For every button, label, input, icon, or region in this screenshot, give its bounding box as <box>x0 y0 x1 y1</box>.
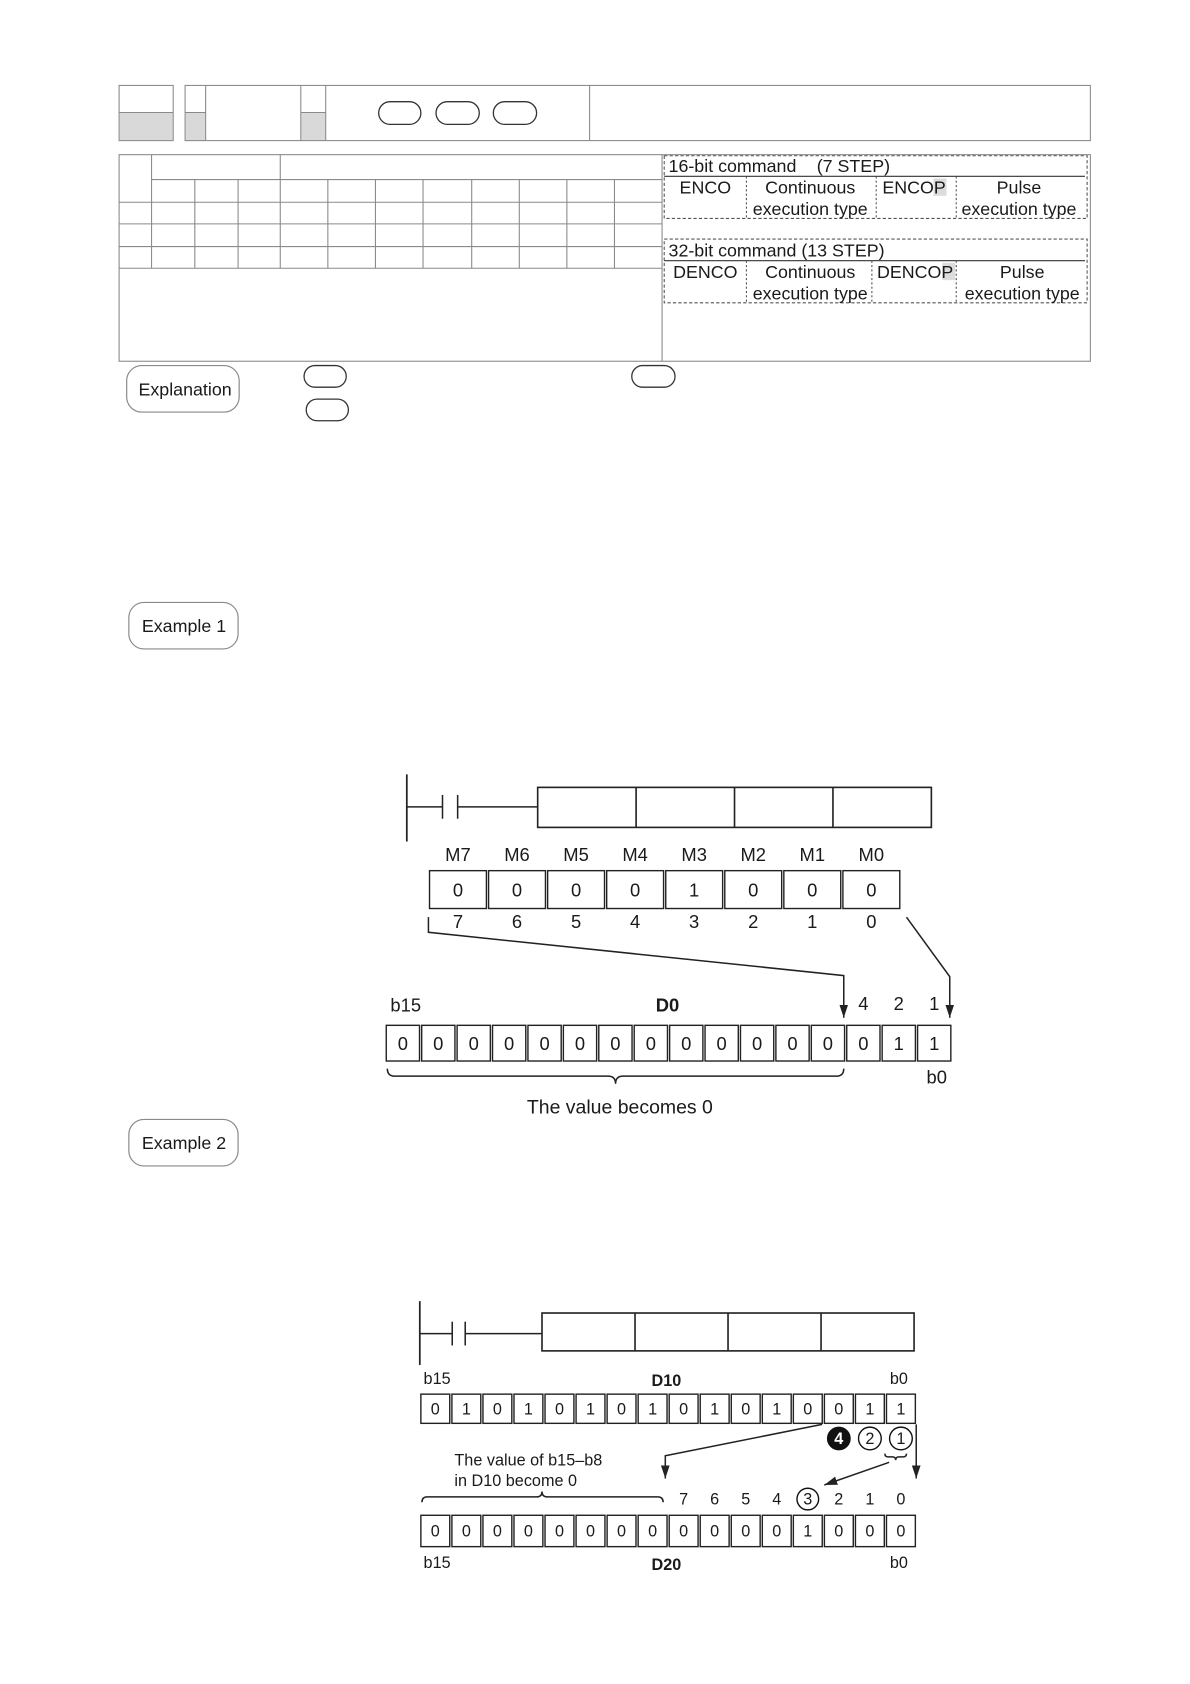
d20-bit-value: 0 <box>430 1522 440 1541</box>
d10-bit-value: 0 <box>430 1400 440 1419</box>
d0-bit-value: 1 <box>893 1033 904 1055</box>
d20-bit-value: 0 <box>710 1522 720 1541</box>
brace <box>387 1069 843 1084</box>
cmd32-block <box>664 239 1087 304</box>
cmd16-steps: (7 STEP) <box>816 155 891 176</box>
m-bit-value: 1 <box>689 879 700 901</box>
m-bit-value: 0 <box>748 879 759 901</box>
dest-register-label: D20 <box>651 1556 682 1575</box>
instruction-header <box>119 85 1090 140</box>
operand-oval <box>493 102 536 125</box>
operand-oval <box>379 102 421 125</box>
d20-bit-value: 0 <box>648 1522 658 1541</box>
d20-bit-value: 0 <box>585 1522 596 1541</box>
bit-position-label: 6 <box>511 910 523 932</box>
d0-bit-value: 1 <box>929 1033 940 1055</box>
d20-bit-value: 1 <box>803 1522 813 1541</box>
source-lsb-label: b0 <box>889 1369 908 1388</box>
d10-bit-value: 0 <box>834 1400 844 1419</box>
m-device-labels <box>445 844 884 865</box>
example2-note: The value of b15–b8 <box>454 1451 603 1470</box>
cmd32-pulse-mnemonic: DENCOP <box>877 261 954 282</box>
d0-bit-value: 0 <box>610 1033 621 1055</box>
d0-bit-value: 0 <box>539 1033 550 1055</box>
d10-bit-value: 1 <box>461 1400 471 1419</box>
bit-weight-label: 4 <box>858 993 869 1015</box>
example1-label: Example 1 <box>141 616 227 637</box>
ladder-diagram-2 <box>420 1301 914 1365</box>
operand-oval <box>304 366 346 388</box>
d0-bit-value: 0 <box>433 1033 444 1055</box>
cmd32-pulse-label: Pulse <box>999 261 1045 282</box>
bit-position-label: 3 <box>689 910 700 932</box>
cmd16-pulse-mnemonic: ENCOP <box>882 177 946 198</box>
d20-bit-value: 0 <box>772 1522 782 1541</box>
d0-bit-value: 0 <box>858 1033 869 1055</box>
m-device-label: M4 <box>622 843 648 865</box>
marker-label: 1 <box>896 1430 906 1449</box>
encode-arrow <box>665 1424 822 1478</box>
m-device-label: M1 <box>799 843 826 865</box>
cmd32-title: 32-bit command (13 STEP) <box>668 240 885 261</box>
m-bit-value: 0 <box>452 879 464 901</box>
d20-bit-value: 0 <box>461 1522 471 1541</box>
m-bit-value: 0 <box>807 879 818 901</box>
bit-position-label: 7 <box>452 910 464 932</box>
source-register-label: D10 <box>651 1372 682 1391</box>
d10-bit-value: 1 <box>710 1400 720 1419</box>
d10-bit-value: 0 <box>492 1400 502 1419</box>
cmd16-continuous-mnemonic: ENCO <box>679 177 732 198</box>
m-device-label: M5 <box>563 843 589 865</box>
dest-lsb-label: b0 <box>889 1553 908 1572</box>
d0-register-row <box>386 1025 951 1061</box>
d20-register-row <box>421 1515 915 1546</box>
d0-bit-value: 0 <box>716 1033 727 1055</box>
m-device-label: M7 <box>445 843 471 865</box>
header-shade-cell <box>186 112 205 139</box>
d0-bit-value: 0 <box>397 1033 409 1055</box>
dest-bit-position-label: 6 <box>710 1490 720 1509</box>
cmd16-title: 16-bit command <box>668 155 797 176</box>
cmd16-pulse-label: execution type <box>961 199 1077 220</box>
m-bit-value: 0 <box>630 879 641 901</box>
operand-oval <box>632 366 675 388</box>
d10-bit-value: 0 <box>741 1400 751 1419</box>
example2-label: Example 2 <box>141 1133 227 1154</box>
operand-oval <box>436 102 479 125</box>
d10-bit-value: 0 <box>554 1400 564 1419</box>
d0-bit-value: 0 <box>822 1033 834 1055</box>
d0-bit-value: 0 <box>574 1033 586 1055</box>
d20-bit-value: 0 <box>896 1522 906 1541</box>
register-label: D0 <box>655 994 680 1016</box>
dest-bit-position-label: 1 <box>865 1490 875 1509</box>
explanation-label: Explanation <box>138 379 232 400</box>
header-shade-cell <box>120 112 173 139</box>
m-device-label: M0 <box>858 843 885 865</box>
dest-bit-position-label: 5 <box>741 1490 751 1509</box>
cmd32-pulse-label: execution type <box>964 283 1080 304</box>
d20-bit-value: 0 <box>492 1522 502 1541</box>
m-bit-value: 0 <box>511 879 523 901</box>
brace <box>422 1491 663 1502</box>
cmd32-continuous-label: execution type <box>752 283 868 304</box>
explanation-section <box>127 366 675 421</box>
bit-weight-label: 1 <box>929 993 940 1015</box>
d0-bit-value: 0 <box>468 1033 479 1055</box>
d20-bit-value: 0 <box>865 1522 875 1541</box>
dest-bit-position-label: 4 <box>772 1490 782 1509</box>
cmd16-continuous-label: Continuous <box>765 177 856 198</box>
bit-position-label: 0 <box>866 910 877 932</box>
cmd32-continuous-label: Continuous <box>765 261 856 282</box>
d0-bit-value: 0 <box>504 1033 515 1055</box>
d20-bit-value: 0 <box>523 1522 533 1541</box>
source-msb-label: b15 <box>423 1369 451 1388</box>
example1-section <box>129 602 951 1118</box>
d10-bit-value: 0 <box>617 1400 627 1419</box>
d0-bit-value: 0 <box>681 1033 692 1055</box>
d20-bit-value: 0 <box>834 1522 844 1541</box>
marker-label: 4 <box>834 1430 844 1449</box>
m-bit-value: 0 <box>866 879 877 901</box>
dest-bit-position-label: 2 <box>834 1490 844 1509</box>
bit-order-markers <box>827 1427 912 1450</box>
bit-position-label: 1 <box>807 910 818 932</box>
d10-bit-value: 0 <box>803 1400 813 1419</box>
lsb-label: b0 <box>926 1066 948 1088</box>
d10-bit-value: 1 <box>896 1400 906 1419</box>
bit-weight-labels <box>858 993 939 1014</box>
dest-bit-position-label: 0 <box>896 1490 906 1509</box>
d20-bit-value: 0 <box>617 1522 627 1541</box>
d10-bit-value: 1 <box>865 1400 875 1419</box>
encode-arrow <box>824 1462 889 1485</box>
example2-note: in D10 become 0 <box>454 1472 578 1491</box>
d10-bit-value: 1 <box>523 1400 533 1419</box>
m-device-label: M2 <box>740 843 766 865</box>
small-brace <box>885 1454 907 1460</box>
m-device-row <box>430 871 900 909</box>
bit-position-label: 5 <box>570 910 582 932</box>
example1-note: The value becomes 0 <box>526 1096 713 1119</box>
cmd16-continuous-label: execution type <box>752 199 868 220</box>
dest-bit-position-labels <box>679 1488 905 1510</box>
d10-bit-value: 1 <box>772 1400 782 1419</box>
d0-bit-value: 0 <box>645 1033 656 1055</box>
ladder-diagram-1 <box>407 774 932 841</box>
d10-bit-value: 1 <box>585 1400 596 1419</box>
cmd16-pulse-label: Pulse <box>996 177 1042 198</box>
m-device-label: M3 <box>681 843 707 865</box>
dest-bit-position-label: 7 <box>679 1490 689 1509</box>
header-shade-cell <box>301 112 325 139</box>
dest-msb-label: b15 <box>423 1553 451 1572</box>
d10-register-row <box>421 1394 915 1423</box>
bit-position-labels <box>453 911 877 932</box>
dest-bit-position-label: 3 <box>803 1490 813 1509</box>
d10-bit-value: 0 <box>679 1400 689 1419</box>
marker-label: 2 <box>865 1430 875 1449</box>
msb-label: b15 <box>390 994 422 1016</box>
encode-arrow <box>428 917 843 1018</box>
d0-bit-value: 0 <box>787 1033 798 1055</box>
d10-bit-value: 1 <box>648 1400 658 1419</box>
operand-oval <box>306 399 348 421</box>
bit-weight-label: 2 <box>893 993 904 1015</box>
d20-bit-value: 0 <box>554 1522 564 1541</box>
d20-bit-value: 0 <box>741 1522 751 1541</box>
example2-section <box>129 1119 916 1574</box>
m-bit-value: 0 <box>570 879 582 901</box>
bit-position-label: 2 <box>748 910 759 932</box>
d20-bit-value: 0 <box>679 1522 689 1541</box>
cmd32-continuous-mnemonic: DENCO <box>673 261 738 282</box>
d0-bit-value: 0 <box>751 1033 763 1055</box>
cmd16-block <box>664 156 1087 219</box>
bit-position-label: 4 <box>630 910 641 932</box>
m-device-label: M6 <box>504 843 530 865</box>
